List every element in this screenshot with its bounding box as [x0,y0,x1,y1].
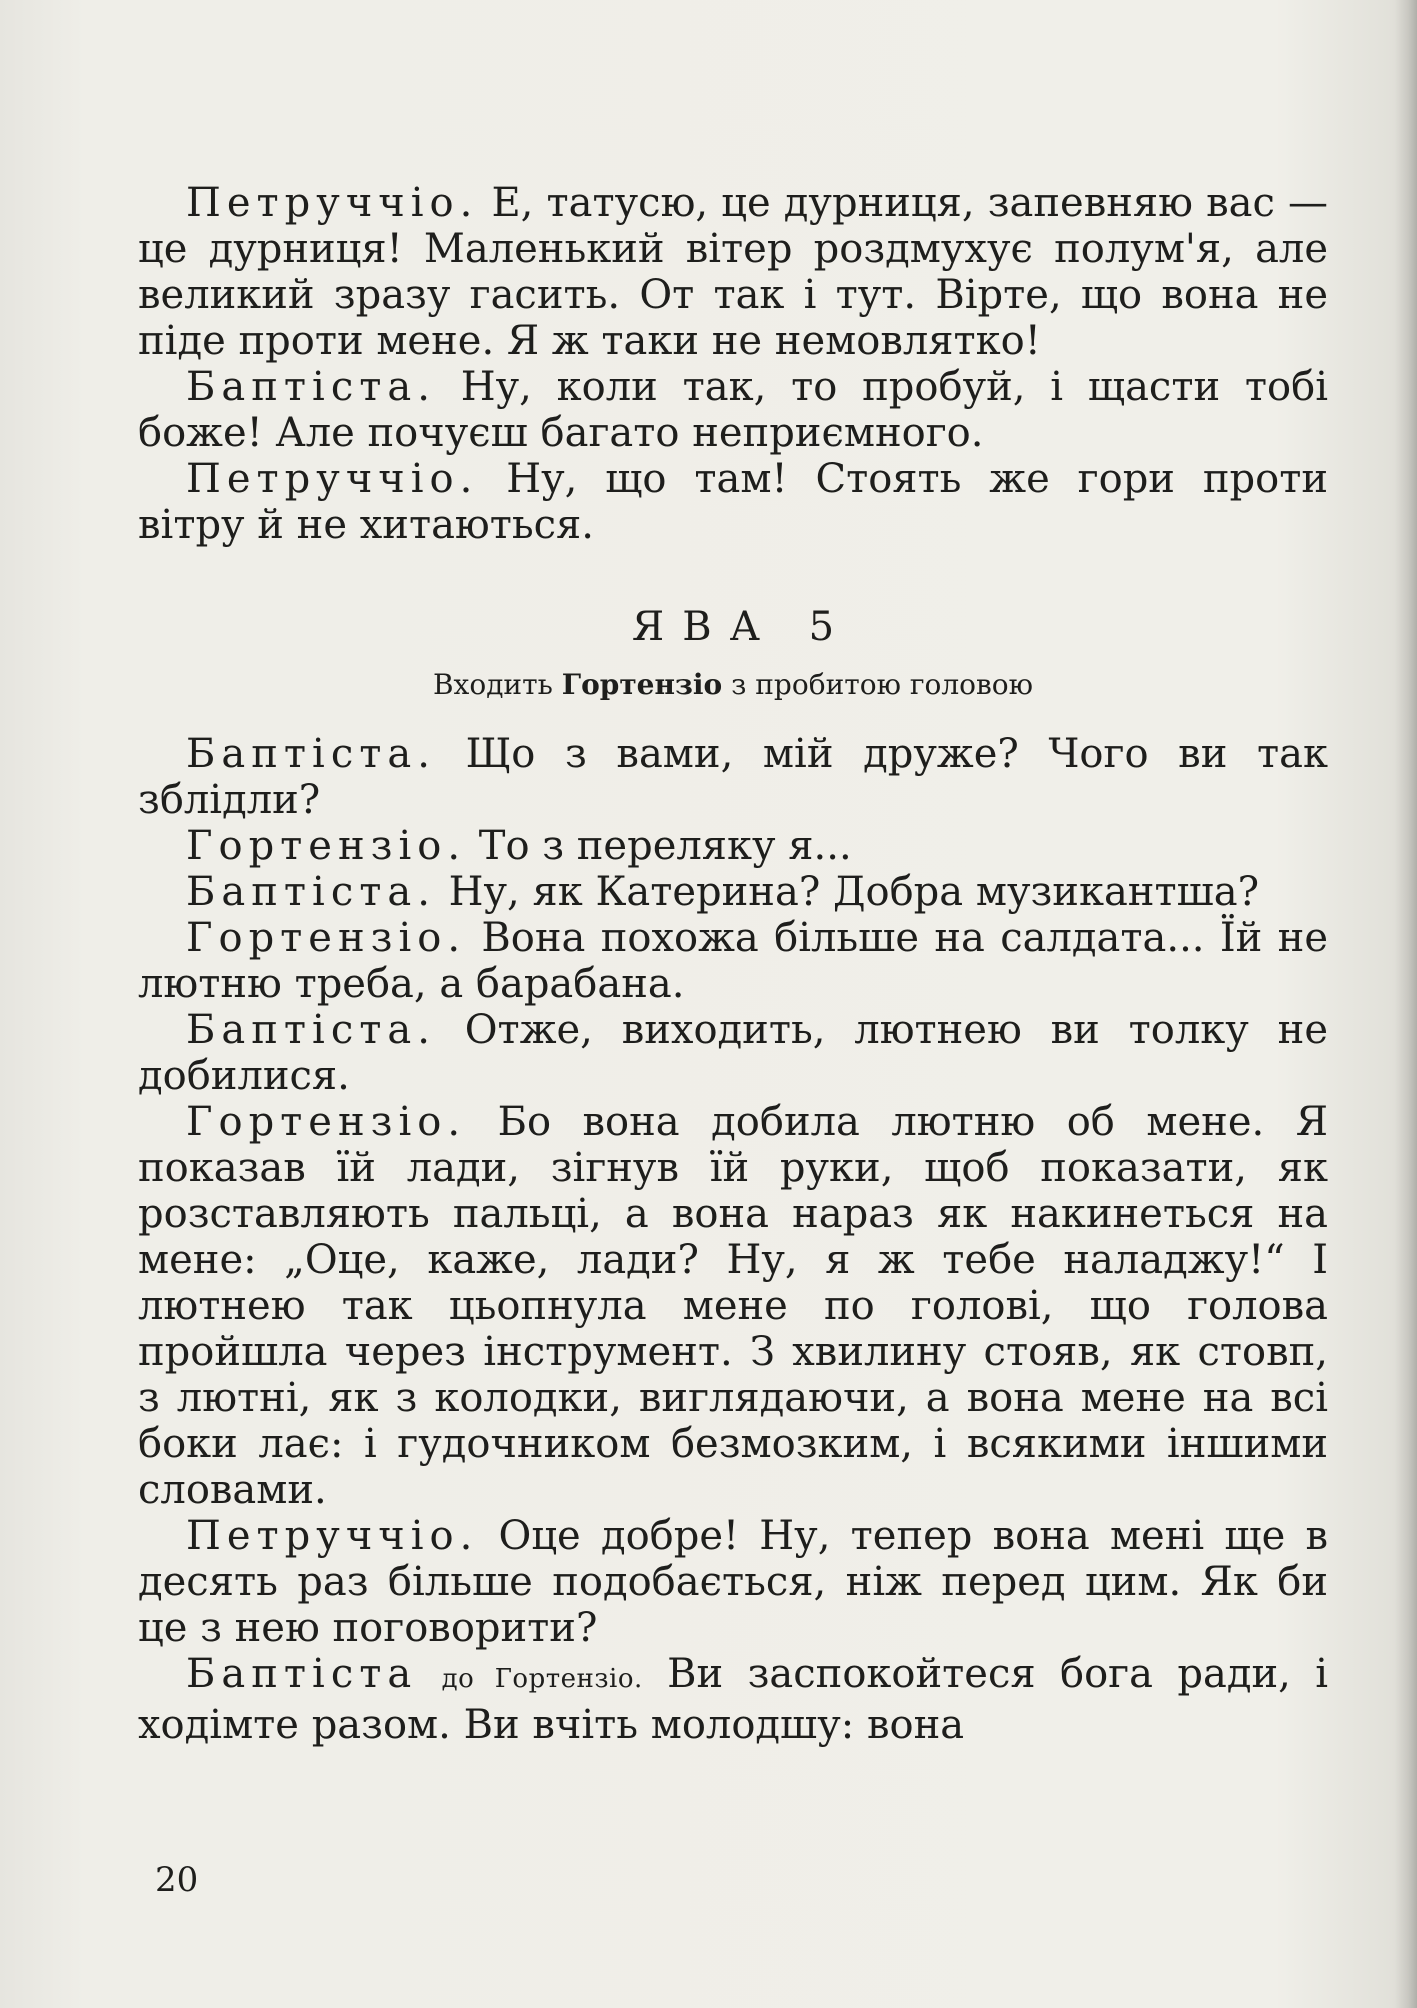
paragraph-text: Що з вами, мій друже? Чого ви так зблідли? [138,731,1328,823]
paragraph-text: Ви заспокойтеся бога ради, і ходімте разом. Ви вчіть молодшу: вона [138,1651,1329,1748]
scene-title: ЯВА 5 [631,604,853,650]
paragraph-text: То з переляку я... [478,823,852,869]
stage-direction-prefix: Входить [432,668,553,701]
paragraph-text: Е, татусю, це дурниця, запевняю вас — це дурниця! Маленький вітер роздмухує полум'я, але великий зразу гасить. От так і тут. Вірте, що вона не піде проти мене. Я ж таки не немовлятко! [138,180,1328,364]
speaker-name: Гортензіо. [186,823,467,869]
paragraph-11 [138,1651,1328,1748]
speaker-name: Баптіста. [186,869,436,915]
text-block [138,180,1328,1748]
speaker-name: Петруччіо. [186,180,479,226]
paragraph-5 [138,823,1328,869]
paragraph-text: Отже, виходить, лютнею ви толку не добилися. [138,1007,1328,1099]
paragraph-3 [138,456,1328,548]
paragraph-text: Ну, як Катерина? Добра музикантша? [448,869,1260,915]
stage-direction [138,668,1328,701]
paragraph-2 [138,364,1328,456]
paragraph-8 [138,1007,1328,1099]
paragraph-text: Ну, що там! Стоять же гори проти вітру й не хитаються. [138,456,1328,548]
paragraph-7 [138,915,1328,1007]
speaker-name: Баптіста [186,1651,418,1697]
speaker-name: Баптіста. [186,1007,436,1053]
paragraph-6 [138,869,1328,915]
paragraph-9 [138,1099,1328,1513]
paragraph-text: Ну, коли так, то пробуй, і щасти тобі боже! Але почуєш багато неприємного. [138,364,1328,456]
paragraph-4 [138,731,1328,823]
stage-direction-suffix: з пробитою головою [731,668,1034,701]
stage-direction-name: Гортензіо [561,668,723,701]
paragraph-text: Вона похожа більше на салдата... Їй не лютню треба, а барабана. [138,915,1329,1007]
speaker-name: Гортензіо. [186,915,467,961]
spine-shadow [1395,0,1417,2008]
speaker-name: Петруччіо. [186,456,479,502]
stage-note: до Гортензіо. [441,1664,643,1694]
paragraph-10 [138,1513,1328,1651]
speaker-name: Баптіста. [186,731,436,777]
page-number: 20 [155,1860,199,1900]
speaker-name: Баптіста. [186,364,436,410]
paragraph-1 [138,180,1328,364]
paragraph-text: Оце добре! Ну, тепер вона мені ще в десять раз більше подобається, ніж перед цим. Як би це з нею поговорити? [138,1513,1328,1651]
paragraph-text: Бо вона добила лютню об мене. Я показав їй лади, зігнув їй руки, щоб показати, як розставляють пальці, а вона нараз як накинеться на мене: „Оце, каже, лади? Ну, я ж тебе наладжу!“ І лютнею так цьопнула мене по голові, що голова пройшла через інструмент. З хвилину стояв, як стовп, з лютні, як з колодки, виглядаючи, а вона мене на всі боки лає: і гудочником безмозким, і всякими іншими словами. [138,1099,1329,1513]
speaker-name: Гортензіо. [186,1099,467,1145]
speaker-name: Петруччіо. [186,1513,479,1559]
